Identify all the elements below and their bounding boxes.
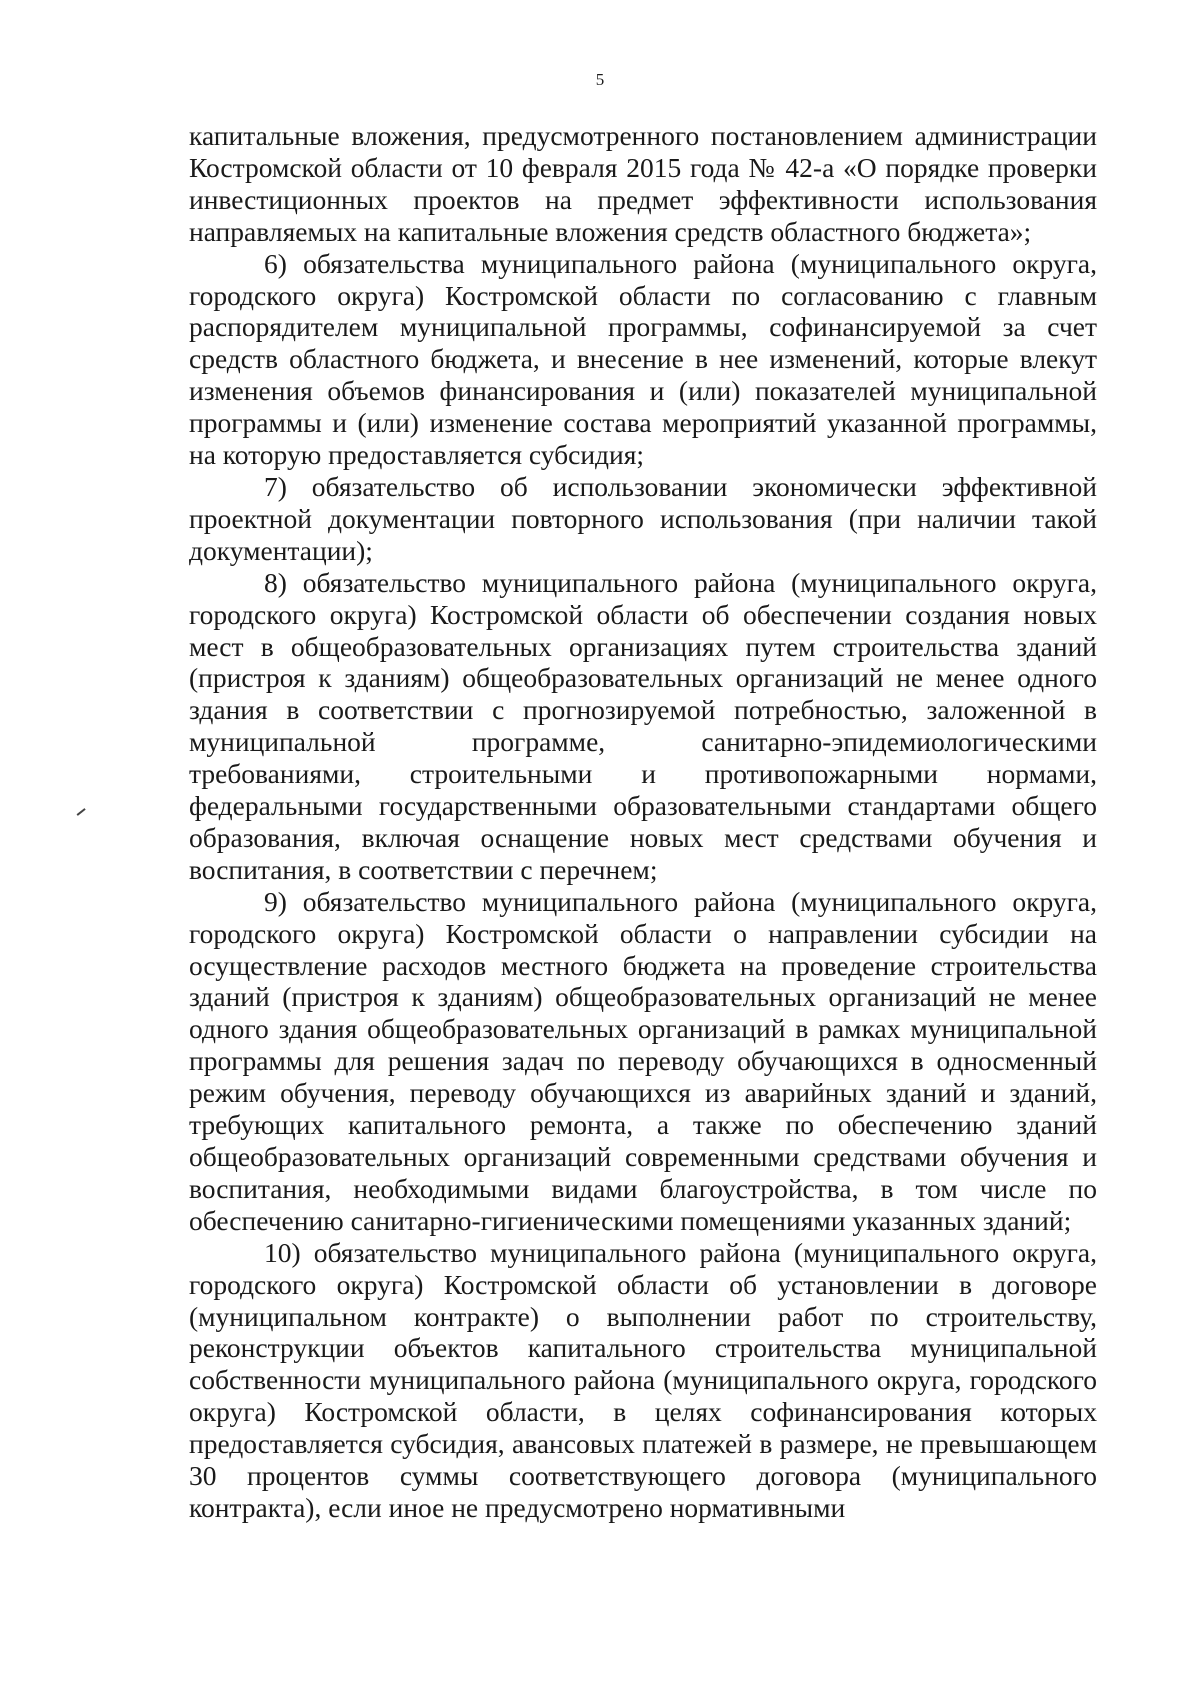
paragraph-item-7: 7) обязательство об использовании экономически эффективной проектной документации повторного использования (при наличии такой документации); <box>189 470 1097 566</box>
document-body <box>189 120 1097 1524</box>
scan-stray-mark <box>77 808 86 815</box>
paragraph-item-6: 6) обязательства муниципального района (муниципального округа, городского округа) Костромской области по согласованию с главным распорядителем муниципальной программы, софинансируемой за счет средств областного бюджета, и внесение в нее изменений, которые влекут изменения объемов финансирования и (или) показателей муниципальной программы и (или) изменение состава мероприятий указанной программы, на которую предоставляется субсидия; <box>189 247 1097 471</box>
paragraph-continuation: капитальные вложения, предусмотренного постановлением администрации Костромской области от 10 февраля 2015 года № 42-а «О порядке проверки инвестиционных проектов на предмет эффективности использования направляемых на капитальные вложения средств областного бюджета»; <box>189 120 1097 247</box>
paragraph-item-10: 10) обязательство муниципального района (муниципального округа, городского округа) Костромской области об установлении в договоре (муниципальном контракте) о выполнении работ по строительству, реконструкции объектов капитального строительства муниципальной собственности муниципального района (муниципального округа, городского округа) Костромской области, в целях софинансирования которых предоставляется субсидия, авансовых платежей в размере, не превышающем 30 процентов суммы соответствующего договора (муниципального контракта), если иное не предусмотрено нормативными <box>189 1236 1097 1523</box>
paragraph-item-9: 9) обязательство муниципального района (муниципального округа, городского округа) Костромской области о направлении субсидии на осуществление расходов местного бюджета на проведение строительства зданий (пристроя к зданиям) общеобразовательных организаций не менее одного здания общеобразовательных организаций в рамках муниципальной программы для решения задач по переводу обучающихся в односменный режим обучения, переводу обучающихся из аварийных зданий и зданий, требующих капитального ремонта, а также по обеспечению зданий общеобразовательных организаций современными средствами обучения и воспитания, необходимыми видами благоустройства, в том числе по обеспечению санитарно-гигиеническими помещениями указанных зданий; <box>189 885 1097 1236</box>
paragraph-item-8: 8) обязательство муниципального района (муниципального округа, городского округа) Костромской области об обеспечении создания новых мест в общеобразовательных организациях путем строительства зданий (пристроя к зданиям) общеобразовательных организаций не менее одного здания в соответствии с прогнозируемой потребностью, заложенной в муниципальной программе, санитарно-эпидемиологическими требованиями, строительными и противопожарными нормами, федеральными государственными образовательными стандартами общего образования, включая оснащение новых мест средствами обучения и воспитания, в соответствии с перечнем; <box>189 566 1097 885</box>
page-number: 5 <box>595 70 605 89</box>
